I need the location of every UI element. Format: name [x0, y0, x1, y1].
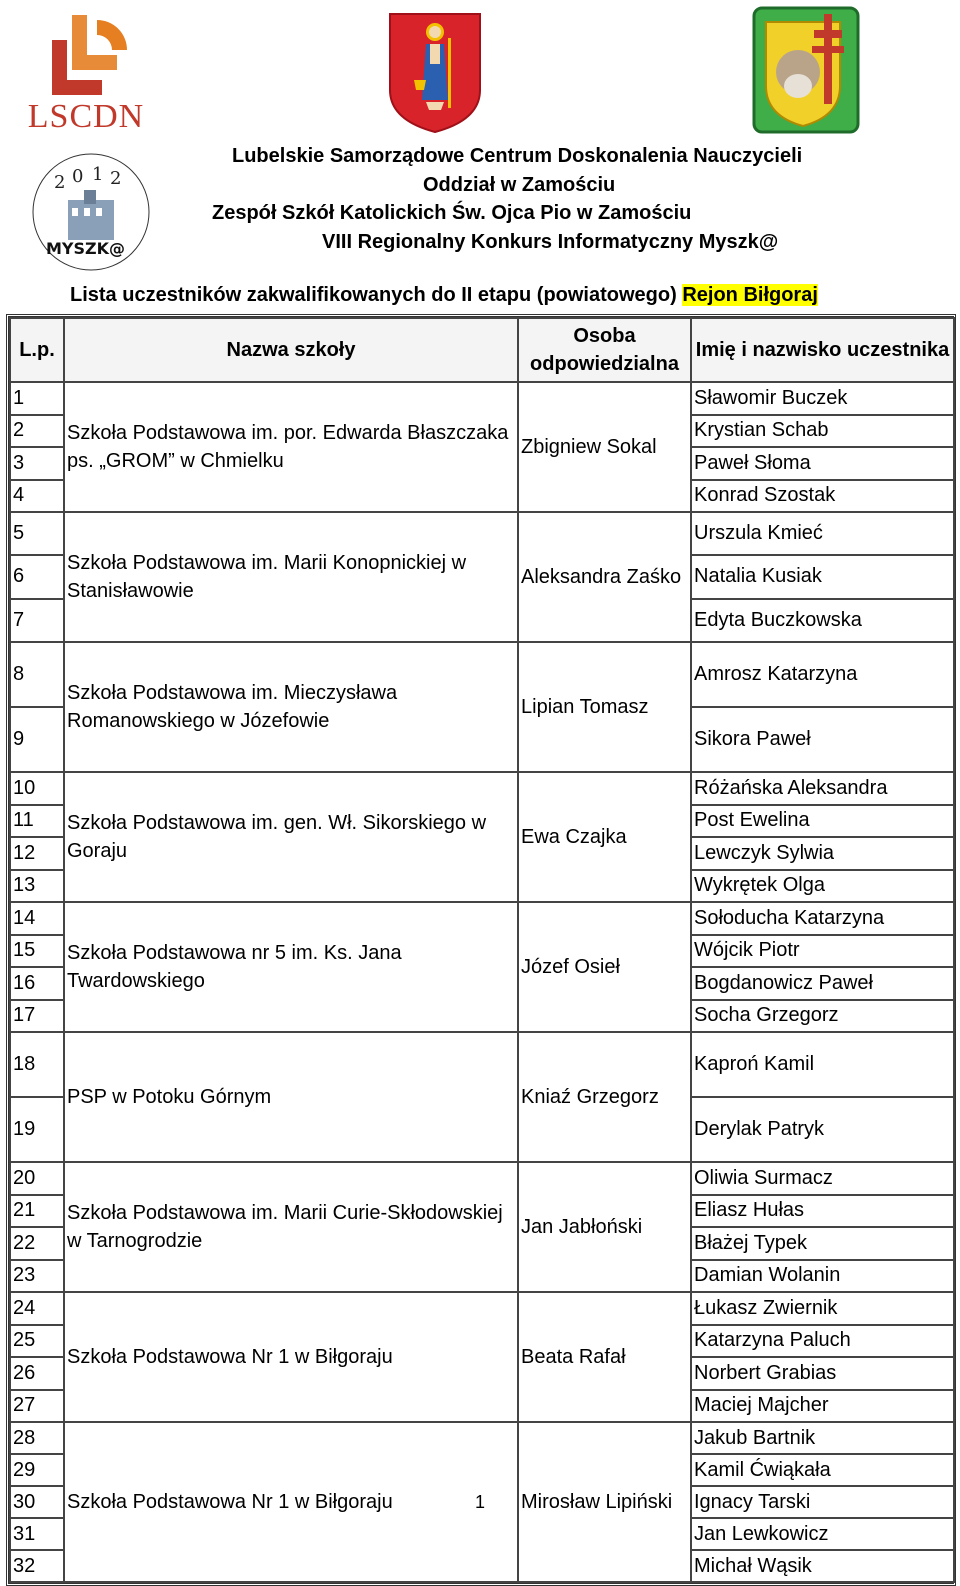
student-name: Edyta Buczkowska [691, 599, 954, 642]
student-name: Sołoducha Katarzyna [691, 902, 954, 935]
svg-text:0: 0 [72, 166, 84, 187]
row-number: 11 [10, 805, 64, 838]
student-name: Lewczyk Sylwia [691, 837, 954, 870]
row-number: 20 [10, 1162, 64, 1195]
coat-of-arms-icon [386, 10, 484, 134]
table-row [10, 1162, 954, 1195]
header-lp: L.p. [10, 318, 64, 382]
student-name: Sikora Paweł [691, 707, 954, 772]
row-number: 1 [10, 382, 64, 415]
school-name: Szkoła Podstawowa nr 5 im. Ks. Jana Twardowskiego [64, 902, 518, 1032]
student-name: Norbert Grabias [691, 1357, 954, 1390]
student-name: Bogdanowicz Paweł [691, 967, 954, 1000]
school-logo [752, 6, 860, 134]
row-number: 15 [10, 935, 64, 968]
student-name: Błażej Typek [691, 1227, 954, 1260]
row-number: 2 [10, 415, 64, 448]
responsible-person: Mirosław Lipiński [518, 1422, 691, 1582]
row-number: 22 [10, 1227, 64, 1260]
responsible-person: Lipian Tomasz [518, 642, 691, 772]
student-name: Różańska Aleksandra [691, 772, 954, 805]
header-line-4: VIII Regionalny Konkurs Informatyczny Myszk@ [322, 230, 779, 253]
table-body [10, 382, 954, 1582]
header-person: Osoba odpowiedzialna [518, 318, 691, 382]
student-name: Urszula Kmieć [691, 512, 954, 555]
student-name: Jakub Bartnik [691, 1422, 954, 1454]
list-title-region: Rejon Biłgoraj [682, 284, 818, 306]
row-number: 16 [10, 967, 64, 1000]
student-name: Wójcik Piotr [691, 935, 954, 968]
student-name: Michał Wąsik [691, 1550, 954, 1582]
row-number: 18 [10, 1032, 64, 1097]
row-number: 29 [10, 1454, 64, 1486]
row-number: 4 [10, 480, 64, 513]
row-number: 13 [10, 870, 64, 903]
table-row [10, 642, 954, 707]
row-number: 21 [10, 1195, 64, 1228]
student-name: Socha Grzegorz [691, 1000, 954, 1033]
table-row [10, 1422, 954, 1454]
school-name: Szkoła Podstawowa im. gen. Wł. Sikorskiego w Goraju [64, 772, 518, 902]
table-row [10, 382, 954, 415]
row-number: 27 [10, 1390, 64, 1423]
student-name: Katarzyna Paluch [691, 1325, 954, 1358]
row-number: 8 [10, 642, 64, 707]
student-name: Post Ewelina [691, 805, 954, 838]
row-number: 25 [10, 1325, 64, 1358]
student-name: Natalia Kusiak [691, 555, 954, 598]
lscdn-logo [22, 10, 150, 135]
responsible-person: Aleksandra Zaśko [518, 512, 691, 642]
school-name: Szkoła Podstawowa Nr 1 w Biłgoraju [64, 1422, 518, 1582]
school-name: Szkoła Podstawowa im. Marii Curie-Skłodowskiej w Tarnogrodzie [64, 1162, 518, 1292]
row-number: 14 [10, 902, 64, 935]
student-name: Derylak Patryk [691, 1097, 954, 1162]
student-name: Eliasz Hułas [691, 1195, 954, 1228]
header-student: Imię i nazwisko uczestnika [691, 318, 954, 382]
list-title [70, 284, 818, 307]
student-name: Kaproń Kamil [691, 1032, 954, 1097]
lscdn-mark-icon [42, 10, 130, 100]
svg-text:1: 1 [92, 164, 104, 185]
responsible-person: Ewa Czajka [518, 772, 691, 902]
student-name: Kamil Ćwiąkała [691, 1454, 954, 1486]
row-number: 6 [10, 555, 64, 598]
row-number: 31 [10, 1518, 64, 1550]
student-name: Paweł Słoma [691, 447, 954, 480]
table-header-row [10, 318, 954, 382]
responsible-person: Jan Jabłoński [518, 1162, 691, 1292]
lscdn-text: LSCDN [27, 98, 145, 135]
responsible-person: Józef Osieł [518, 902, 691, 1032]
school-name: Szkoła Podstawowa im. Marii Konopnickiej w Stanisławowie [64, 512, 518, 642]
student-name: Jan Lewkowicz [691, 1518, 954, 1550]
table-row [10, 1292, 954, 1325]
myszka-logo [18, 150, 164, 274]
svg-text:2: 2 [110, 168, 122, 189]
row-number: 3 [10, 447, 64, 480]
student-name: Krystian Schab [691, 415, 954, 448]
row-number: 19 [10, 1097, 64, 1162]
svg-text:MYSZK@: MYSZK@ [46, 239, 126, 258]
responsible-person: Beata Rafał [518, 1292, 691, 1422]
row-number: 26 [10, 1357, 64, 1390]
row-number: 28 [10, 1422, 64, 1454]
page-number: 1 [474, 1492, 485, 1512]
row-number: 5 [10, 512, 64, 555]
student-name: Konrad Szostak [691, 480, 954, 513]
row-number: 32 [10, 1550, 64, 1582]
school-name: PSP w Potoku Górnym [64, 1032, 518, 1162]
header-line-1: Lubelskie Samorządowe Centrum Doskonalenia Nauczycieli [232, 145, 803, 167]
row-number: 23 [10, 1260, 64, 1293]
contest-logo-icon [18, 150, 164, 274]
student-name: Sławomir Buczek [691, 382, 954, 415]
row-number: 9 [10, 707, 64, 772]
row-number: 17 [10, 1000, 64, 1033]
student-name: Damian Wolanin [691, 1260, 954, 1293]
table-row [10, 772, 954, 805]
school-name: Szkoła Podstawowa im. por. Edwarda Błaszczaka ps. „GROM” w Chmielku [64, 382, 518, 512]
table-row [10, 902, 954, 935]
responsible-person: Zbigniew Sokal [518, 382, 691, 512]
student-name: Wykrętek Olga [691, 870, 954, 903]
school-name: Szkoła Podstawowa im. Mieczysława Romanowskiego w Józefowie [64, 642, 518, 772]
svg-text:2: 2 [54, 172, 66, 193]
header-line-3: Zespół Szkół Katolickich Św. Ojca Pio w Zamościu [212, 202, 692, 224]
row-number: 24 [10, 1292, 64, 1325]
school-name: Szkoła Podstawowa Nr 1 w Biłgoraju [64, 1292, 518, 1422]
header-school: Nazwa szkoły [64, 318, 518, 382]
student-name: Oliwia Surmacz [691, 1162, 954, 1195]
row-number: 12 [10, 837, 64, 870]
zamosc-crest [386, 10, 484, 134]
table-row [10, 512, 954, 555]
row-number: 7 [10, 599, 64, 642]
student-name: Łukasz Zwiernik [691, 1292, 954, 1325]
responsible-person: Kniaź Grzegorz [518, 1032, 691, 1162]
participants-table [6, 314, 956, 1586]
header-line-2: Oddział w Zamościu [423, 173, 616, 196]
list-title-main: Lista uczestników zakwalifikowanych do II etapu (powiatowego) [70, 284, 677, 306]
row-number: 10 [10, 772, 64, 805]
document-header [150, 142, 950, 256]
student-name: Amrosz Katarzyna [691, 642, 954, 707]
row-number: 30 [10, 1486, 64, 1518]
table-row [10, 1032, 954, 1097]
student-name: Maciej Majcher [691, 1390, 954, 1423]
student-name: Ignacy Tarski [691, 1486, 954, 1518]
school-badge-icon [752, 6, 860, 134]
